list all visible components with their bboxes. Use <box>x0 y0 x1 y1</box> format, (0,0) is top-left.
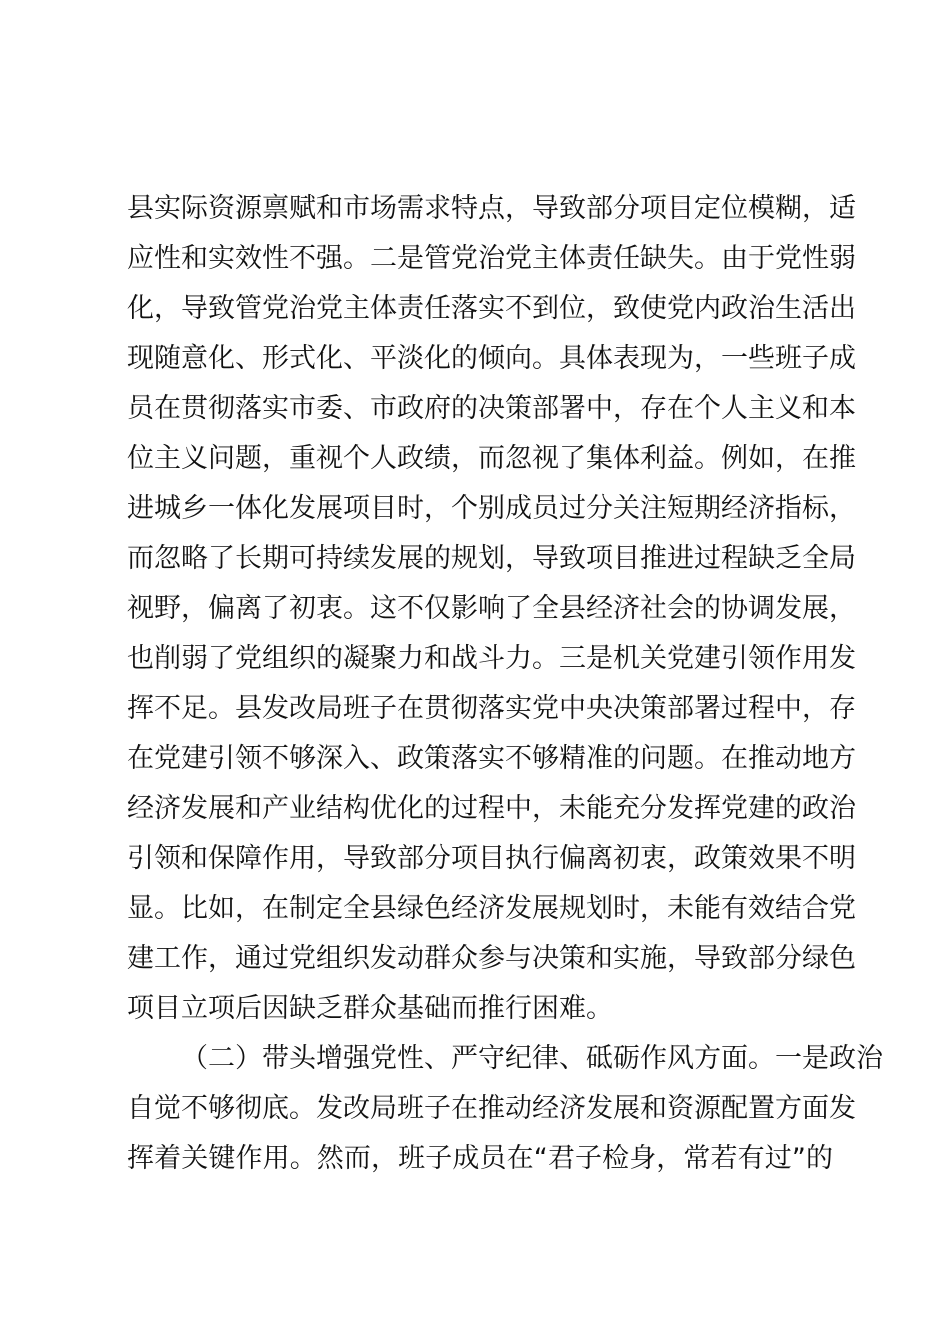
paragraph-2 <box>127 1034 883 1184</box>
paragraph-line: 建工作，通过党组织发动群众参与决策和实施，导致部分绿色 <box>127 943 856 974</box>
paragraph-line: 自觉不够彻底。发改局班子在推动经济发展和资源配置方面发 <box>127 1093 856 1124</box>
paragraph-line: 也削弱了党组织的凝聚力和战斗力。三是机关党建引领作用发 <box>127 643 856 674</box>
document-body <box>127 184 883 1184</box>
paragraph-line: 化，导致管党治党主体责任落实不到位，致使党内政治生活出 <box>127 293 856 324</box>
paragraph-line: 而忽略了长期可持续发展的规划，导致项目推进过程缺乏全局 <box>127 543 856 574</box>
paragraph-line: 挥不足。县发改局班子在贯彻落实党中央决策部署过程中，存 <box>127 693 856 724</box>
paragraph-line: 员在贯彻落实市委、市政府的决策部署中，存在个人主义和本 <box>127 393 856 424</box>
paragraph-line: 位主义问题，重视个人政绩，而忽视了集体利益。例如，在推 <box>127 443 856 474</box>
paragraph-line: 现随意化、形式化、平淡化的倾向。具体表现为，一些班子成 <box>127 343 856 374</box>
paragraph-line: 挥着关键作用。然而，班子成员在“君子检身，常若有过”的 <box>127 1143 833 1174</box>
paragraph-line: 项目立项后因缺乏群众基础而推行困难。 <box>127 993 613 1024</box>
paragraph-line: 进城乡一体化发展项目时，个别成员过分关注短期经济指标， <box>127 493 856 524</box>
paragraph-line: 引领和保障作用，导致部分项目执行偏离初衷，政策效果不明 <box>127 843 856 874</box>
paragraph-1 <box>127 184 856 1034</box>
paragraph-line: 在党建引领不够深入、政策落实不够精准的问题。在推动地方 <box>127 743 856 774</box>
section-heading-line: （二）带头增强党性、严守纪律、砥砺作风方面。一是政治 <box>181 1043 883 1074</box>
paragraph-line: 显。比如，在制定全县绿色经济发展规划时，未能有效结合党 <box>127 893 856 924</box>
paragraph-line: 经济发展和产业结构优化的过程中，未能充分发挥党建的政治 <box>127 793 856 824</box>
paragraph-line: 应性和实效性不强。二是管党治党主体责任缺失。由于党性弱 <box>127 243 856 274</box>
paragraph-line: 视野，偏离了初衷。这不仅影响了全县经济社会的协调发展， <box>127 593 856 624</box>
paragraph-line: 县实际资源禀赋和市场需求特点，导致部分项目定位模糊，适 <box>127 193 856 224</box>
